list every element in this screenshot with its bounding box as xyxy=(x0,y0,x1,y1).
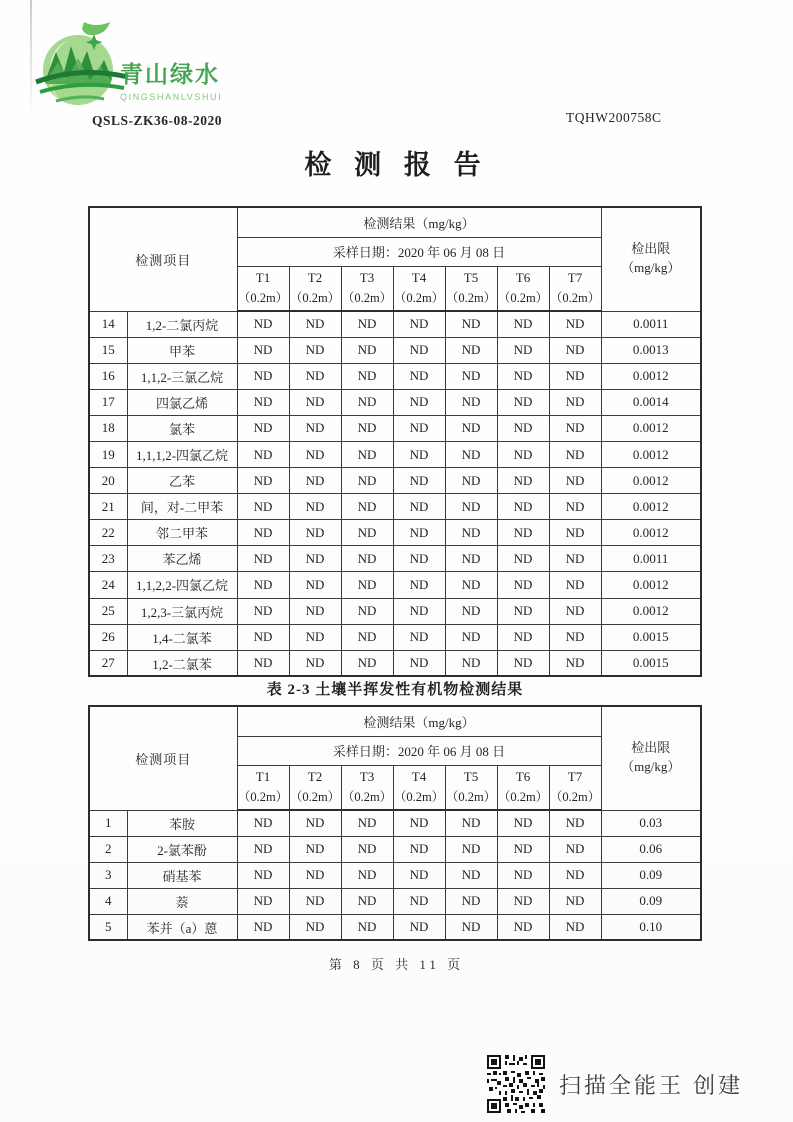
result-cell: ND xyxy=(289,311,341,337)
result-cell: ND xyxy=(341,468,393,494)
result-cell: ND xyxy=(445,810,497,836)
result-cell: ND xyxy=(497,520,549,546)
result-cell: ND xyxy=(393,888,445,914)
result-cell: ND xyxy=(341,337,393,363)
detection-limit-cell: 0.0013 xyxy=(601,337,701,363)
detection-limit-cell: 0.0012 xyxy=(601,415,701,441)
row-number-cell: 24 xyxy=(89,572,127,598)
result-cell: ND xyxy=(289,520,341,546)
row-number-cell: 21 xyxy=(89,494,127,520)
table-row xyxy=(89,598,701,624)
svoc-results-table-wrap xyxy=(88,678,702,941)
sample-id: T1 xyxy=(255,769,271,785)
sample-id: T2 xyxy=(307,769,323,785)
result-cell: ND xyxy=(341,520,393,546)
qingshanlvshui-logo-icon xyxy=(34,18,130,114)
result-cell: ND xyxy=(549,468,601,494)
result-cell: ND xyxy=(549,494,601,520)
analyte-name-cell: 1,2-二氯丙烷 xyxy=(127,311,237,337)
result-cell: ND xyxy=(445,441,497,467)
result-cell: ND xyxy=(497,311,549,337)
row-number-cell: 1 xyxy=(89,810,127,836)
result-cell: ND xyxy=(289,836,341,862)
analyte-name-cell: 间，对-二甲苯 xyxy=(127,494,237,520)
result-cell: ND xyxy=(237,494,289,520)
test-item-header: 检测项目 xyxy=(89,706,237,810)
row-number-cell: 5 xyxy=(89,914,127,940)
result-cell: ND xyxy=(549,546,601,572)
result-cell: ND xyxy=(289,888,341,914)
result-cell: ND xyxy=(549,624,601,650)
result-cell: ND xyxy=(289,363,341,389)
result-cell: ND xyxy=(341,624,393,650)
detection-limit-cell: 0.0012 xyxy=(601,441,701,467)
sample-column-header xyxy=(341,765,393,810)
row-number-cell: 18 xyxy=(89,415,127,441)
table-row xyxy=(89,650,701,676)
result-header: 检测结果（mg/kg） xyxy=(237,706,601,736)
result-cell: ND xyxy=(237,914,289,940)
voc-results-table xyxy=(88,206,702,677)
result-cell: ND xyxy=(289,546,341,572)
detection-limit-cell: 0.0014 xyxy=(601,389,701,415)
result-cell: ND xyxy=(341,546,393,572)
result-cell: ND xyxy=(237,389,289,415)
table-row xyxy=(89,468,701,494)
table-row xyxy=(89,389,701,415)
report-title: 检 测 报 告 xyxy=(304,150,489,180)
result-cell: ND xyxy=(497,862,549,888)
result-cell: ND xyxy=(497,441,549,467)
row-number-cell: 15 xyxy=(89,337,127,363)
sample-depth: （0.2m） xyxy=(289,789,341,804)
detection-limit-cell: 0.0011 xyxy=(601,546,701,572)
sample-column-header xyxy=(549,765,601,810)
table-row xyxy=(89,363,701,389)
result-cell: ND xyxy=(497,468,549,494)
result-cell: ND xyxy=(445,337,497,363)
analyte-name-cell: 乙苯 xyxy=(127,468,237,494)
result-cell: ND xyxy=(549,572,601,598)
result-cell: ND xyxy=(497,337,549,363)
result-cell: ND xyxy=(393,468,445,494)
document-code-right: TQHW200758C xyxy=(566,110,662,125)
sample-id: T2 xyxy=(307,270,323,286)
result-cell: ND xyxy=(445,598,497,624)
detection-limit-cell: 0.0012 xyxy=(601,494,701,520)
sample-depth: （0.2m） xyxy=(341,789,393,804)
table-row xyxy=(89,337,701,363)
table-row xyxy=(89,572,701,598)
analyte-name-cell: 2-氯苯酚 xyxy=(127,836,237,862)
document-code-left: QSLS-ZK36-08-2020 xyxy=(92,113,223,128)
table-row xyxy=(89,494,701,520)
result-cell: ND xyxy=(289,468,341,494)
result-cell: ND xyxy=(237,441,289,467)
result-cell: ND xyxy=(237,311,289,337)
analyte-name-cell: 硝基苯 xyxy=(127,862,237,888)
analyte-name-cell: 1,2-二氯苯 xyxy=(127,650,237,676)
analyte-name-cell: 1,1,2-三氯乙烷 xyxy=(127,363,237,389)
analyte-name-cell: 1,1,2,2-四氯乙烷 xyxy=(127,572,237,598)
analyte-name-cell: 1,4-二氯苯 xyxy=(127,624,237,650)
result-cell: ND xyxy=(445,862,497,888)
result-cell: ND xyxy=(549,836,601,862)
result-cell: ND xyxy=(549,441,601,467)
result-cell: ND xyxy=(289,810,341,836)
result-cell: ND xyxy=(393,650,445,676)
row-number-cell: 20 xyxy=(89,468,127,494)
row-number-cell: 14 xyxy=(89,311,127,337)
sample-column-header xyxy=(289,266,341,311)
result-cell: ND xyxy=(445,836,497,862)
sample-depth: （0.2m） xyxy=(445,789,497,804)
result-cell: ND xyxy=(497,624,549,650)
row-number-cell: 2 xyxy=(89,836,127,862)
row-number-cell: 3 xyxy=(89,862,127,888)
result-cell: ND xyxy=(289,650,341,676)
table-row xyxy=(89,441,701,467)
scanner-watermark xyxy=(487,1055,743,1113)
row-number-cell: 22 xyxy=(89,520,127,546)
result-cell: ND xyxy=(549,389,601,415)
detection-limit-cell: 0.0011 xyxy=(601,311,701,337)
result-cell: ND xyxy=(445,572,497,598)
table-row xyxy=(89,520,701,546)
result-cell: ND xyxy=(393,546,445,572)
sample-depth: （0.2m） xyxy=(341,290,393,305)
result-cell: ND xyxy=(341,650,393,676)
result-cell: ND xyxy=(549,363,601,389)
result-cell: ND xyxy=(393,836,445,862)
sample-depth: （0.2m） xyxy=(393,789,445,804)
result-cell: ND xyxy=(393,572,445,598)
result-cell: ND xyxy=(237,468,289,494)
sample-id: T4 xyxy=(411,270,427,286)
analyte-name-cell: 苯胺 xyxy=(127,810,237,836)
table-row xyxy=(89,415,701,441)
analyte-name-cell: 邻二甲苯 xyxy=(127,520,237,546)
result-cell: ND xyxy=(549,650,601,676)
result-cell: ND xyxy=(393,363,445,389)
test-item-header: 检测项目 xyxy=(89,207,237,311)
detection-limit-cell: 0.0012 xyxy=(601,598,701,624)
svoc-results-table xyxy=(88,705,702,941)
result-cell: ND xyxy=(445,520,497,546)
detection-limit-cell: 0.0012 xyxy=(601,520,701,546)
sample-depth: （0.2m） xyxy=(445,290,497,305)
detection-limit-cell: 0.09 xyxy=(601,888,701,914)
result-cell: ND xyxy=(237,650,289,676)
table-row xyxy=(89,624,701,650)
result-cell: ND xyxy=(237,363,289,389)
sample-depth: （0.2m） xyxy=(497,290,549,305)
result-cell: ND xyxy=(289,862,341,888)
result-cell: ND xyxy=(393,337,445,363)
result-cell: ND xyxy=(445,363,497,389)
analyte-name-cell: 苯并（a）蒽 xyxy=(127,914,237,940)
result-cell: ND xyxy=(445,311,497,337)
detection-limit-cell: 0.10 xyxy=(601,914,701,940)
result-cell: ND xyxy=(237,888,289,914)
table-row xyxy=(89,914,701,940)
table-row xyxy=(89,862,701,888)
result-cell: ND xyxy=(549,337,601,363)
sample-depth: （0.2m） xyxy=(393,290,445,305)
logo-title: 青山绿水 xyxy=(120,61,220,87)
analyte-name-cell: 1,1,1,2-四氯乙烷 xyxy=(127,441,237,467)
result-cell: ND xyxy=(237,836,289,862)
sample-id: T5 xyxy=(463,769,479,785)
sample-id: T1 xyxy=(255,270,271,286)
voc-results-table-wrap xyxy=(88,206,702,677)
result-cell: ND xyxy=(445,468,497,494)
detection-limit-header xyxy=(601,207,701,311)
result-cell: ND xyxy=(341,572,393,598)
result-header: 检测结果（mg/kg） xyxy=(237,207,601,237)
result-cell: ND xyxy=(341,862,393,888)
sample-depth: （0.2m） xyxy=(237,290,289,305)
result-cell: ND xyxy=(393,862,445,888)
result-cell: ND xyxy=(289,441,341,467)
result-cell: ND xyxy=(497,546,549,572)
result-cell: ND xyxy=(341,441,393,467)
result-cell: ND xyxy=(497,363,549,389)
result-cell: ND xyxy=(497,415,549,441)
result-cell: ND xyxy=(237,520,289,546)
row-number-cell: 17 xyxy=(89,389,127,415)
sample-id: T7 xyxy=(567,769,583,785)
table-row xyxy=(89,888,701,914)
result-cell: ND xyxy=(497,572,549,598)
analyte-name-cell: 1,2,3-三氯丙烷 xyxy=(127,598,237,624)
result-cell: ND xyxy=(289,914,341,940)
leaf-icon xyxy=(82,22,110,35)
row-number-cell: 23 xyxy=(89,546,127,572)
result-cell: ND xyxy=(393,311,445,337)
detection-limit-cell: 0.09 xyxy=(601,862,701,888)
result-cell: ND xyxy=(237,624,289,650)
sample-id: T6 xyxy=(515,270,531,286)
row-number-cell: 25 xyxy=(89,598,127,624)
result-cell: ND xyxy=(445,546,497,572)
detection-limit-cell: 0.0012 xyxy=(601,468,701,494)
page-number: 第 8 页 共 11 页 xyxy=(328,957,465,972)
result-cell: ND xyxy=(341,836,393,862)
result-cell: ND xyxy=(237,546,289,572)
result-cell: ND xyxy=(549,415,601,441)
result-cell: ND xyxy=(549,862,601,888)
result-cell: ND xyxy=(237,810,289,836)
result-cell: ND xyxy=(497,810,549,836)
detection-limit-label: 检出限 xyxy=(631,740,671,756)
sample-column-header xyxy=(289,765,341,810)
sample-id: T7 xyxy=(567,270,583,286)
result-cell: ND xyxy=(341,598,393,624)
paper-edge-artifact xyxy=(30,0,32,120)
detection-limit-unit: （mg/kg） xyxy=(621,759,681,775)
sample-column-header xyxy=(445,266,497,311)
result-cell: ND xyxy=(237,337,289,363)
result-cell: ND xyxy=(393,520,445,546)
table-row xyxy=(89,836,701,862)
result-cell: ND xyxy=(445,415,497,441)
result-cell: ND xyxy=(497,650,549,676)
detection-limit-cell: 0.0015 xyxy=(601,624,701,650)
result-cell: ND xyxy=(289,494,341,520)
sample-column-header xyxy=(445,765,497,810)
detection-limit-header xyxy=(601,706,701,810)
sample-column-header xyxy=(237,266,289,311)
row-number-cell: 19 xyxy=(89,441,127,467)
result-cell: ND xyxy=(237,862,289,888)
result-cell: ND xyxy=(497,914,549,940)
result-cell: ND xyxy=(341,389,393,415)
result-cell: ND xyxy=(549,810,601,836)
sample-id: T4 xyxy=(411,769,427,785)
analyte-name-cell: 氯苯 xyxy=(127,415,237,441)
result-cell: ND xyxy=(289,572,341,598)
result-cell: ND xyxy=(341,810,393,836)
detection-limit-cell: 0.0012 xyxy=(601,363,701,389)
result-cell: ND xyxy=(289,624,341,650)
result-cell: ND xyxy=(445,389,497,415)
detection-limit-cell: 0.0015 xyxy=(601,650,701,676)
result-cell: ND xyxy=(497,389,549,415)
sampling-date-header: 采样日期：2020 年 06 月 08 日 xyxy=(237,736,601,765)
result-cell: ND xyxy=(549,520,601,546)
result-cell: ND xyxy=(341,311,393,337)
sample-column-header xyxy=(237,765,289,810)
result-cell: ND xyxy=(393,441,445,467)
result-cell: ND xyxy=(341,914,393,940)
result-cell: ND xyxy=(237,572,289,598)
result-cell: ND xyxy=(445,650,497,676)
result-cell: ND xyxy=(393,415,445,441)
result-cell: ND xyxy=(341,888,393,914)
result-cell: ND xyxy=(549,311,601,337)
sample-column-header xyxy=(393,266,445,311)
result-cell: ND xyxy=(549,914,601,940)
row-number-cell: 4 xyxy=(89,888,127,914)
row-number-cell: 26 xyxy=(89,624,127,650)
detection-limit-label: 检出限 xyxy=(631,241,671,257)
result-cell: ND xyxy=(289,337,341,363)
sample-column-header xyxy=(393,765,445,810)
result-cell: ND xyxy=(393,624,445,650)
result-cell: ND xyxy=(497,836,549,862)
detection-limit-cell: 0.06 xyxy=(601,836,701,862)
result-cell: ND xyxy=(445,888,497,914)
result-cell: ND xyxy=(237,415,289,441)
detection-limit-cell: 0.0012 xyxy=(601,572,701,598)
result-cell: ND xyxy=(289,415,341,441)
analyte-name-cell: 甲苯 xyxy=(127,337,237,363)
sample-id: T5 xyxy=(463,270,479,286)
sample-depth: （0.2m） xyxy=(549,290,601,305)
sample-column-header xyxy=(341,266,393,311)
result-cell: ND xyxy=(549,598,601,624)
result-cell: ND xyxy=(341,494,393,520)
sample-id: T6 xyxy=(515,769,531,785)
result-cell: ND xyxy=(549,888,601,914)
result-cell: ND xyxy=(445,494,497,520)
qr-code-icon xyxy=(487,1055,545,1113)
result-cell: ND xyxy=(393,494,445,520)
result-cell: ND xyxy=(393,810,445,836)
sample-depth: （0.2m） xyxy=(497,789,549,804)
result-cell: ND xyxy=(445,914,497,940)
result-cell: ND xyxy=(341,415,393,441)
result-cell: ND xyxy=(497,494,549,520)
table-row xyxy=(89,810,701,836)
detection-limit-unit: （mg/kg） xyxy=(621,260,681,276)
sample-column-header xyxy=(549,266,601,311)
table-row xyxy=(89,311,701,337)
logo-text-block xyxy=(120,56,222,102)
result-cell: ND xyxy=(497,888,549,914)
scanner-app-label: 扫描全能王 创建 xyxy=(559,1072,744,1098)
analyte-name-cell: 萘 xyxy=(127,888,237,914)
result-cell: ND xyxy=(237,598,289,624)
row-number-cell: 16 xyxy=(89,363,127,389)
sample-id: T3 xyxy=(359,270,375,286)
detection-limit-cell: 0.03 xyxy=(601,810,701,836)
result-cell: ND xyxy=(393,598,445,624)
sample-id: T3 xyxy=(359,769,375,785)
sample-depth: （0.2m） xyxy=(237,789,289,804)
result-cell: ND xyxy=(289,598,341,624)
result-cell: ND xyxy=(497,598,549,624)
sample-depth: （0.2m） xyxy=(289,290,341,305)
result-cell: ND xyxy=(289,389,341,415)
table-row xyxy=(89,546,701,572)
analyte-name-cell: 苯乙烯 xyxy=(127,546,237,572)
row-number-cell: 27 xyxy=(89,650,127,676)
analyte-name-cell: 四氯乙烯 xyxy=(127,389,237,415)
sample-column-header xyxy=(497,266,549,311)
result-cell: ND xyxy=(445,624,497,650)
result-cell: ND xyxy=(393,389,445,415)
sample-depth: （0.2m） xyxy=(549,789,601,804)
sample-column-header xyxy=(497,765,549,810)
logo-subtitle: QINGSHANLVSHUI xyxy=(120,92,223,102)
table-caption: 表 2-3 土壤半挥发性有机物检测结果 xyxy=(266,682,524,698)
result-cell: ND xyxy=(341,363,393,389)
result-cell: ND xyxy=(393,914,445,940)
sampling-date-header: 采样日期：2020 年 06 月 08 日 xyxy=(237,237,601,266)
